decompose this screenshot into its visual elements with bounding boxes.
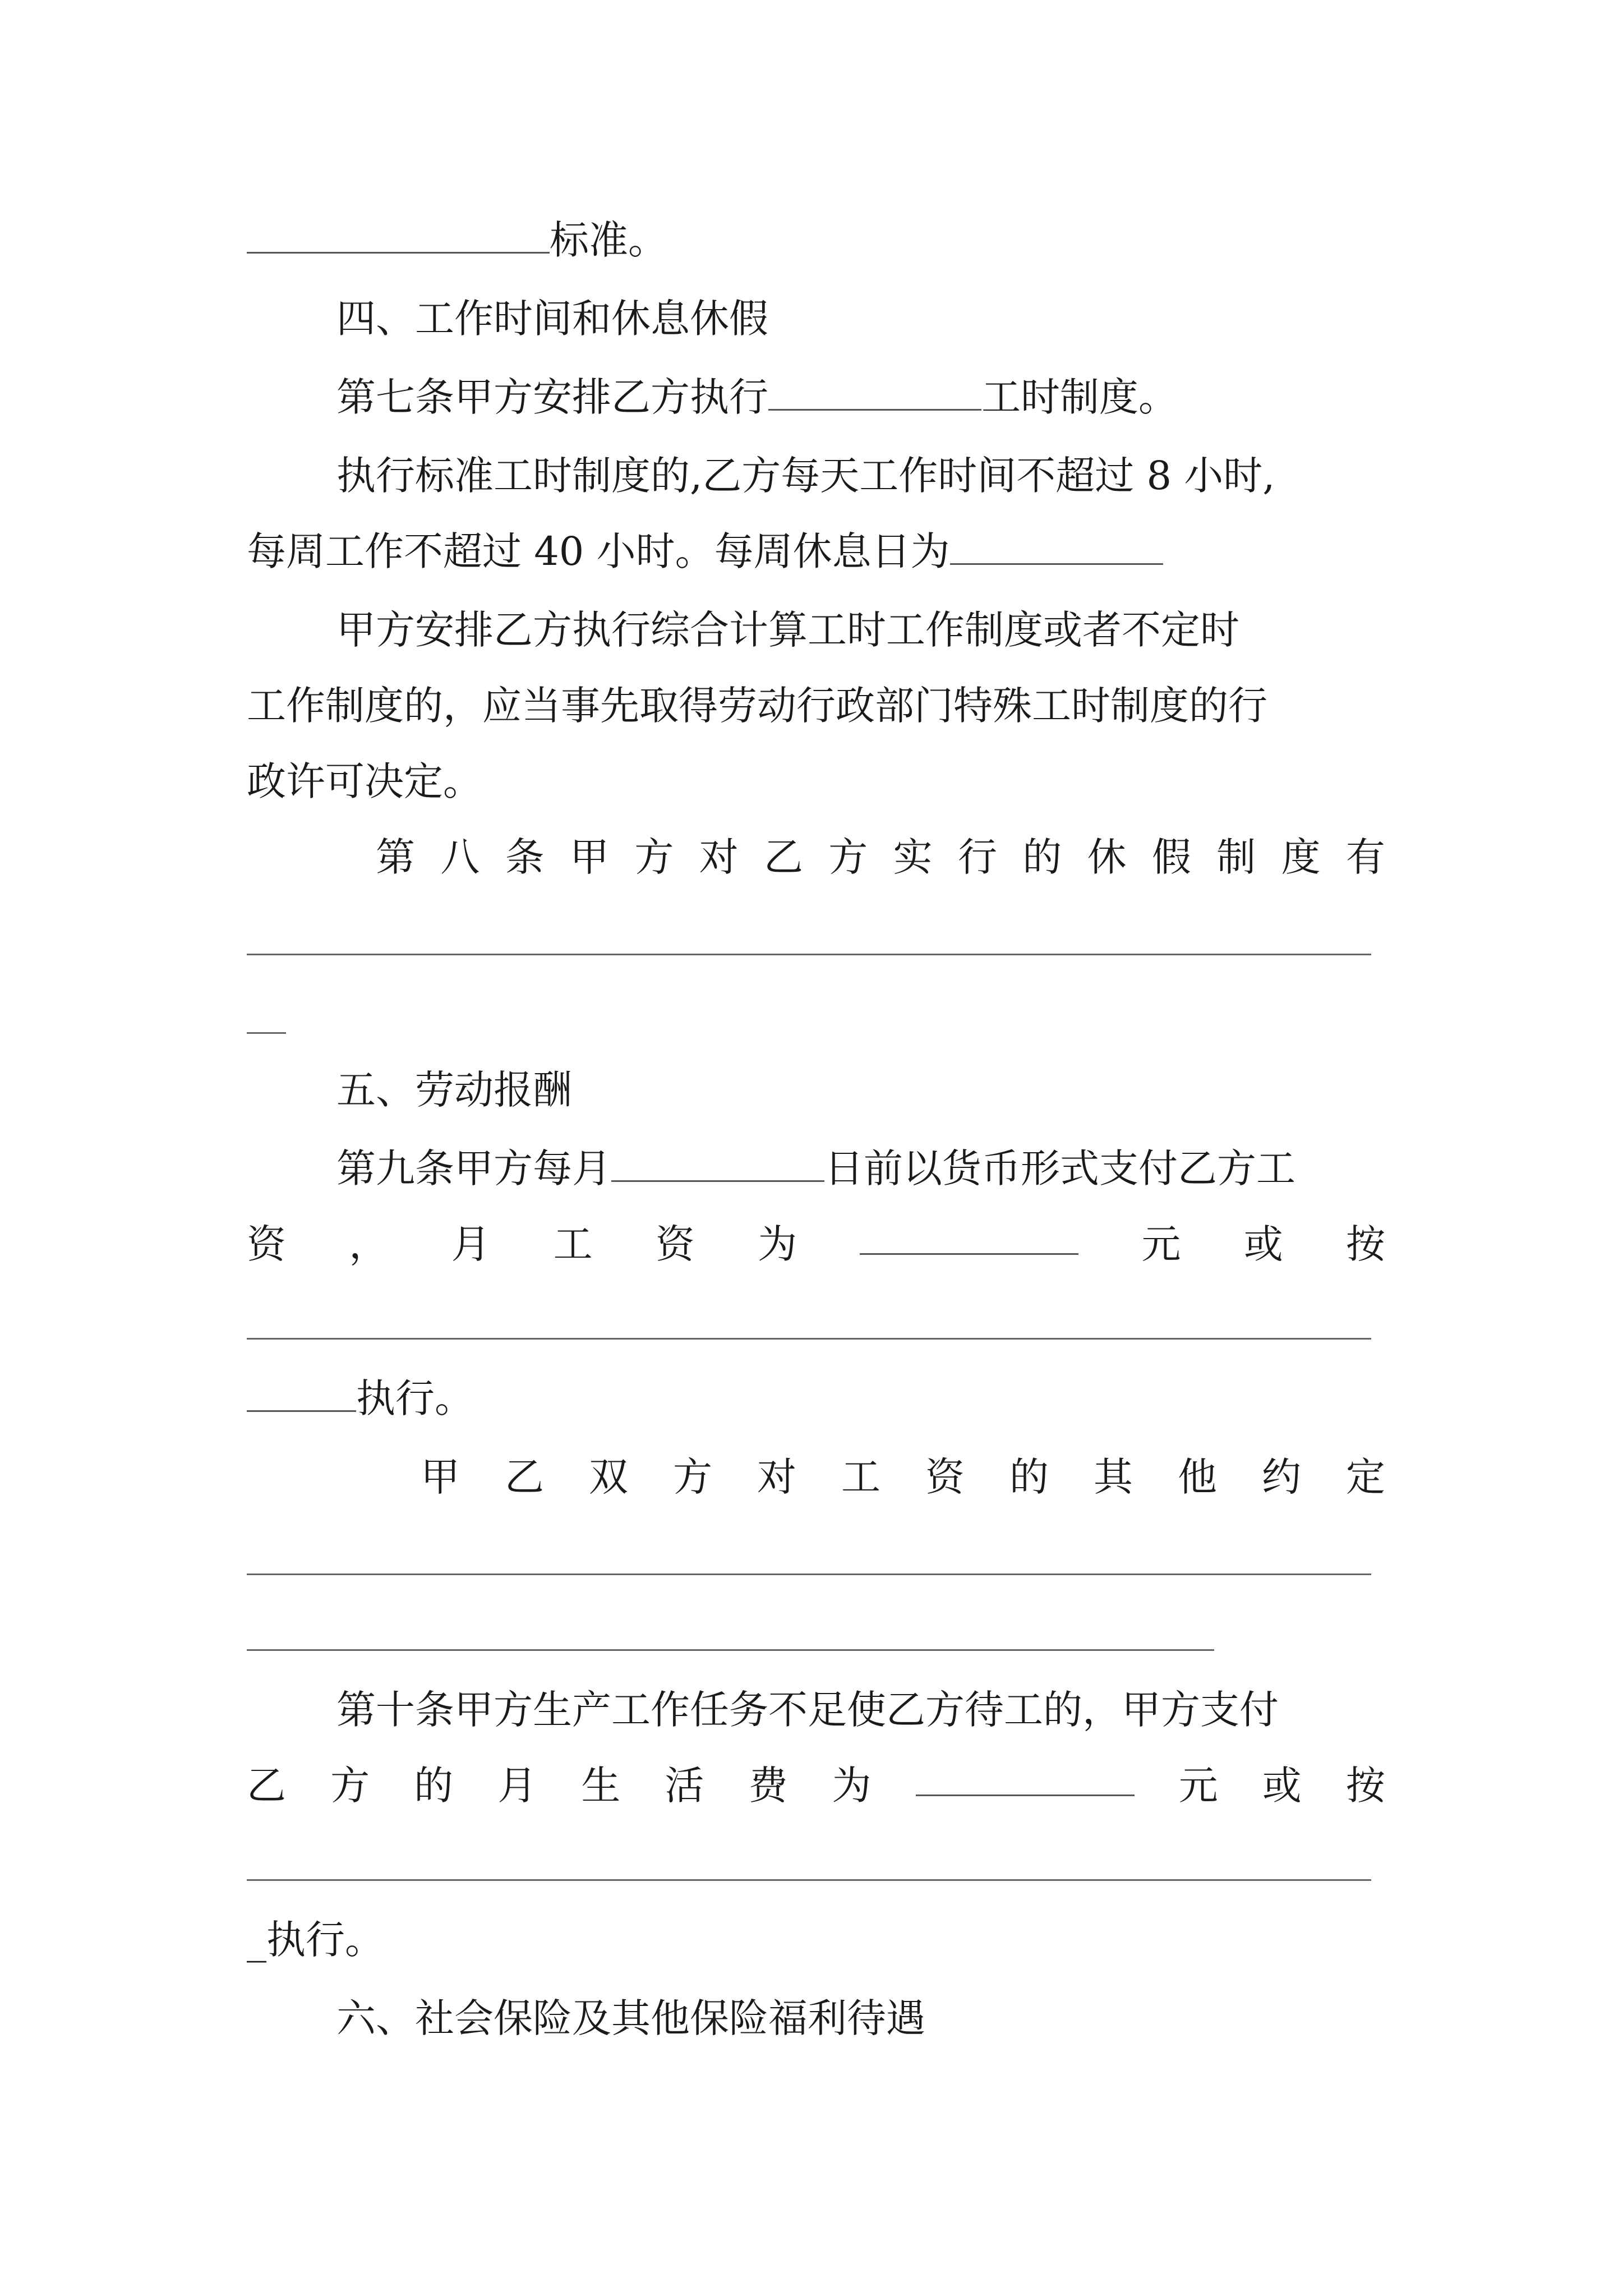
article-10-char: 活 xyxy=(665,1763,704,1809)
section-4-heading: 四、工作时间和休息休假 xyxy=(336,296,768,342)
pay-day-blank xyxy=(611,1144,824,1182)
other-wage-blank-line-1 xyxy=(247,1573,1371,1575)
article-10-char: 乙 xyxy=(247,1763,286,1809)
article-8-char: 度 xyxy=(1281,834,1321,880)
other-wage-blank-line-2 xyxy=(247,1649,1214,1651)
article-10-exec: _执行。 xyxy=(247,1917,384,1963)
article-9-char: 工 xyxy=(553,1221,593,1267)
other-wage-char: 其 xyxy=(1094,1454,1133,1500)
article-8-blank-line-2 xyxy=(247,1032,286,1034)
article-8-char: 行 xyxy=(957,834,997,880)
article-9-char: 或 xyxy=(1243,1221,1283,1267)
comp-hours-line-2: 工作制度的，应当事先取得劳动行政部门特殊工时制度的行 xyxy=(247,683,1267,729)
article-10-char: 为 xyxy=(832,1763,872,1809)
article-8-char: 假 xyxy=(1151,834,1191,880)
article-8-char: 有 xyxy=(1345,834,1385,880)
other-wage-char: 定 xyxy=(1346,1454,1385,1500)
article-9-tail: 日前以货币形式支付乙方工 xyxy=(824,1145,1295,1191)
article-10-char: 按 xyxy=(1345,1763,1385,1809)
article-9-exec: 执行。 xyxy=(356,1375,474,1421)
other-wage-char: 约 xyxy=(1262,1454,1301,1500)
article-8-char: 条 xyxy=(505,834,545,880)
article-9-exec-blank xyxy=(247,1374,356,1412)
article-10-char: 方 xyxy=(330,1763,370,1809)
article-9-char: 资 xyxy=(247,1221,286,1267)
article-8-char: 实 xyxy=(893,834,933,880)
article-9-head: 第九条甲方每月 xyxy=(336,1145,611,1191)
article-9-line-2 xyxy=(247,1217,1385,1271)
article-9-char: 元 xyxy=(1141,1221,1181,1267)
article-10-line-1: 第十条甲方生产工作任务不足使乙方待工的，甲方支付 xyxy=(336,1687,1279,1733)
article-9-char: 为 xyxy=(758,1221,797,1267)
comp-hours-line-3: 政许可决定。 xyxy=(247,758,482,804)
article-9-char: 按 xyxy=(1345,1221,1385,1267)
article-8-char: 的 xyxy=(1022,834,1062,880)
article-10-char: 或 xyxy=(1262,1763,1302,1809)
other-wage-char: 甲 xyxy=(421,1454,460,1500)
monthly-wage-blank xyxy=(860,1217,1078,1255)
article-8-char: 甲 xyxy=(569,834,609,880)
article-7-blank xyxy=(768,373,981,411)
standard-tail: 标准。 xyxy=(550,217,667,263)
article-10-char: 生 xyxy=(581,1763,621,1809)
section-6-heading: 六、社会保险及其他保险福利待遇 xyxy=(336,1995,925,2041)
article-8-line xyxy=(376,830,1385,884)
article-8-char: 对 xyxy=(699,834,739,880)
section-5-heading: 五、劳动报酬 xyxy=(336,1067,572,1113)
standard-blank xyxy=(247,216,550,254)
article-10-line-2 xyxy=(247,1759,1385,1812)
article-9-blank-line xyxy=(247,1338,1371,1340)
article-7-tail: 工时制度。 xyxy=(981,374,1178,420)
article-8-char: 第 xyxy=(376,834,415,880)
other-wage-char: 方 xyxy=(673,1454,712,1500)
article-7 xyxy=(336,370,1178,424)
article-8-char: 制 xyxy=(1216,834,1256,880)
article-8-char: 乙 xyxy=(763,834,803,880)
other-wage-line xyxy=(421,1450,1385,1504)
article-10-char: 元 xyxy=(1178,1763,1218,1809)
article-8-char: 八 xyxy=(440,834,480,880)
living-cost-blank xyxy=(916,1759,1135,1796)
other-wage-char: 资 xyxy=(925,1454,965,1500)
other-wage-char: 乙 xyxy=(505,1454,544,1500)
other-wage-char: 的 xyxy=(1009,1454,1049,1500)
article-8-char: 方 xyxy=(828,834,868,880)
standard-line xyxy=(247,213,667,267)
article-10-blank-line xyxy=(247,1879,1371,1881)
article-8-blank-line-1 xyxy=(247,954,1371,955)
article-8-char: 休 xyxy=(1087,834,1127,880)
article-9-char: 资 xyxy=(655,1221,695,1267)
other-wage-char: 他 xyxy=(1178,1454,1217,1500)
other-wage-char: 双 xyxy=(589,1454,628,1500)
other-wage-char: 对 xyxy=(757,1454,796,1500)
article-10-char: 月 xyxy=(497,1763,537,1809)
other-wage-char: 工 xyxy=(841,1454,880,1500)
article-9-char: ， xyxy=(349,1221,389,1267)
article-9-line-1 xyxy=(336,1142,1295,1195)
comp-hours-line-1: 甲方安排乙方执行综合计算工时工作制度或者不定时 xyxy=(336,607,1239,653)
rest-day-blank xyxy=(950,527,1163,565)
standard-hours-line-2 xyxy=(247,524,1163,578)
article-9-char: 月 xyxy=(451,1221,491,1267)
standard-hours-line-1: 执行标准工时制度的,乙方每天工作时间不超过 8 小时, xyxy=(336,453,1275,499)
standard-hours-line-2-text: 每周工作不超过 40 小时。每周休息日为 xyxy=(247,528,950,574)
article-10-char: 费 xyxy=(748,1763,788,1809)
article-7-head: 第七条甲方安排乙方执行 xyxy=(336,374,768,420)
article-10-char: 的 xyxy=(414,1763,454,1809)
article-8-char: 方 xyxy=(634,834,674,880)
article-9-exec-line xyxy=(247,1372,474,1425)
